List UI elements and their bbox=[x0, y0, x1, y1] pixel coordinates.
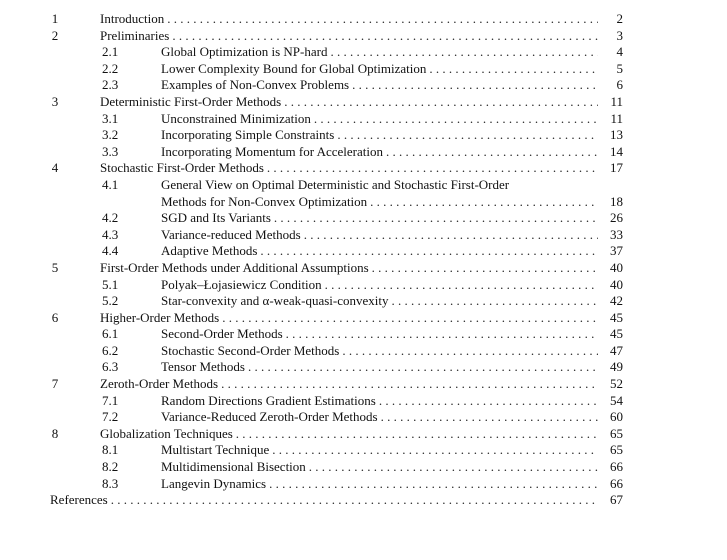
toc-entry-number: 6.2 bbox=[102, 342, 119, 358]
toc-entry-4-4[interactable] bbox=[0, 243, 727, 260]
toc-entry-number: 4.1 bbox=[102, 176, 119, 192]
toc-entry-page: 2 bbox=[598, 11, 623, 28]
toc-entry-page: 52 bbox=[598, 376, 623, 393]
toc-entry-line bbox=[161, 210, 623, 227]
toc-entry-number: 6.3 bbox=[102, 359, 119, 375]
toc-entry-number: 4 bbox=[51, 160, 59, 176]
toc-entry-line bbox=[161, 110, 623, 128]
toc-entry-number: 3.3 bbox=[102, 143, 119, 159]
toc-entry-title: Incorporating Momentum for Acceleration bbox=[161, 143, 384, 159]
toc-entry-page: 11 bbox=[598, 111, 623, 128]
toc-entry-title: Multidimensional Bisection bbox=[161, 459, 306, 475]
toc-entry-number: 4.3 bbox=[102, 226, 119, 242]
toc-entry-title: Global Optimization is NP-hard bbox=[161, 44, 328, 60]
toc-entry-number: 5.1 bbox=[102, 276, 119, 292]
toc-entry-title: Variance-reduced Methods bbox=[161, 226, 301, 242]
toc-entry-title: Methods for Non-Convex Optimization bbox=[161, 193, 368, 209]
dot-leader bbox=[304, 227, 598, 244]
dot-leader bbox=[167, 11, 598, 28]
toc-entry-3-1[interactable] bbox=[0, 111, 727, 128]
toc-entry-page: 11 bbox=[598, 94, 623, 111]
toc-entry-title: SGD and Its Variants bbox=[161, 210, 271, 226]
dot-leader bbox=[111, 492, 598, 509]
toc-entry-title: Multistart Technique bbox=[161, 442, 270, 458]
toc-entry-line bbox=[100, 376, 623, 393]
toc-entry-page: 13 bbox=[598, 127, 623, 144]
toc-entry-number: 2.1 bbox=[102, 44, 119, 60]
toc-entry-number: 5.2 bbox=[102, 293, 119, 309]
toc-entry-title: Introduction bbox=[100, 11, 165, 26]
toc-entry-line bbox=[100, 93, 623, 111]
toc-entry-4[interactable] bbox=[0, 160, 727, 177]
toc-entry-title: Deterministic First-Order Methods bbox=[100, 93, 282, 109]
toc-entry-title: Unconstrained Minimization bbox=[161, 110, 311, 126]
toc-entry-title: Higher-Order Methods bbox=[100, 309, 220, 325]
toc-entry-title: Zeroth-Order Methods bbox=[100, 376, 219, 392]
toc-entry-7[interactable] bbox=[0, 376, 727, 393]
toc-entry-line bbox=[161, 276, 623, 294]
toc-entry-page: 26 bbox=[598, 210, 623, 227]
toc-entry-number: 8 bbox=[51, 425, 59, 441]
toc-entry-line bbox=[161, 342, 623, 360]
toc-entry-number: 4.2 bbox=[102, 210, 119, 226]
dot-leader bbox=[379, 393, 598, 410]
toc-entry-line bbox=[50, 492, 623, 509]
toc-entry-7-2[interactable] bbox=[0, 409, 727, 426]
dot-leader bbox=[222, 310, 598, 327]
toc-entry-2[interactable] bbox=[0, 28, 727, 45]
dot-leader bbox=[352, 77, 598, 94]
toc-entry-title: Lower Complexity Bound for Global Optimization bbox=[161, 60, 427, 76]
toc-entry-page: 17 bbox=[598, 160, 623, 177]
toc-entry-page: 42 bbox=[598, 293, 623, 310]
toc-entry-title: Incorporating Simple Constraints bbox=[161, 127, 335, 143]
toc-entry-line bbox=[100, 160, 623, 177]
toc-entry-title: Adaptive Methods bbox=[161, 243, 258, 259]
toc-entry-title: Preliminaries bbox=[100, 27, 170, 43]
toc-entry-page: 67 bbox=[598, 492, 623, 509]
toc-entry-title: Tensor Methods bbox=[161, 359, 245, 375]
toc-entry-page: 54 bbox=[598, 393, 623, 410]
dot-leader bbox=[284, 94, 598, 111]
toc-entry-page: 18 bbox=[598, 194, 623, 211]
toc-entry-title: Polyak–Łojasiewicz Condition bbox=[161, 276, 322, 292]
toc-entry-5-2[interactable] bbox=[0, 293, 727, 310]
dot-leader bbox=[330, 44, 598, 61]
toc-entry-line bbox=[161, 475, 623, 493]
toc-entry-line bbox=[100, 259, 623, 277]
toc-entry-title: References bbox=[50, 492, 108, 508]
toc-entry-line bbox=[161, 326, 623, 343]
toc-entry-number: 3 bbox=[51, 93, 59, 109]
toc-entry-number: 5 bbox=[51, 259, 59, 275]
toc-entry-title: Examples of Non-Convex Problems bbox=[161, 77, 350, 93]
toc-entry-page: 66 bbox=[598, 476, 623, 493]
toc-entry-page: 45 bbox=[598, 310, 623, 327]
toc-entry-title: Globalization Techniques bbox=[100, 425, 233, 441]
toc-entry-page: 3 bbox=[598, 28, 623, 45]
toc-entry-references[interactable] bbox=[0, 492, 727, 509]
toc-entry-line bbox=[161, 293, 623, 310]
toc-entry-line bbox=[161, 409, 623, 426]
toc-entry-title: Variance-Reduced Zeroth-Order Methods bbox=[161, 409, 378, 425]
dot-leader bbox=[372, 260, 598, 277]
toc-entry-6-2[interactable] bbox=[0, 343, 727, 360]
toc-entry-page: 40 bbox=[598, 277, 623, 294]
dot-leader bbox=[269, 476, 598, 493]
toc-entry-number: 3.2 bbox=[102, 127, 119, 143]
toc-entry-line bbox=[161, 193, 623, 211]
dot-leader bbox=[286, 326, 598, 343]
toc-entry-line bbox=[100, 27, 623, 45]
dot-leader bbox=[221, 376, 598, 393]
toc-entry-8-1[interactable] bbox=[0, 442, 727, 459]
toc-entry-line bbox=[161, 143, 623, 161]
dot-leader bbox=[429, 61, 598, 78]
toc-entry-page: 47 bbox=[598, 343, 623, 360]
toc-entry-8-3[interactable] bbox=[0, 476, 727, 493]
toc-entry-number: 1 bbox=[51, 11, 59, 26]
dot-leader bbox=[314, 111, 598, 128]
toc-entry-page: 65 bbox=[598, 426, 623, 443]
toc-entry-page: 60 bbox=[598, 409, 623, 426]
toc-entry-title: Langevin Dynamics bbox=[161, 475, 267, 491]
dot-leader bbox=[172, 28, 598, 45]
toc-entry-number: 4.4 bbox=[102, 243, 119, 259]
toc-entry-line bbox=[161, 127, 623, 144]
toc-entry-title: Second-Order Methods bbox=[161, 326, 283, 342]
dot-leader bbox=[370, 194, 598, 211]
toc-entry-6[interactable] bbox=[0, 310, 727, 327]
toc-entry-title: Stochastic Second-Order Methods bbox=[161, 342, 340, 358]
dot-leader bbox=[337, 127, 598, 144]
toc-entry-4-2[interactable] bbox=[0, 210, 727, 227]
toc-entry-3-2[interactable] bbox=[0, 127, 727, 144]
toc-entry-line bbox=[161, 77, 623, 94]
toc-entry-number: 3.1 bbox=[102, 110, 119, 126]
toc-entry-4-1[interactable] bbox=[0, 177, 727, 210]
toc-entry-title: Star-convexity and α-weak-quasi-convexity bbox=[161, 293, 389, 309]
toc-entry-number: 6.1 bbox=[102, 326, 119, 342]
toc-entry-line bbox=[100, 425, 623, 443]
toc-entry-number: 7.1 bbox=[102, 392, 119, 408]
toc-entry-line bbox=[161, 44, 623, 61]
toc-entry-2-3[interactable] bbox=[0, 77, 727, 94]
toc-entry-number: 8.2 bbox=[102, 459, 119, 475]
toc-entry-8-2[interactable] bbox=[0, 459, 727, 476]
toc-entry-title: First-Order Methods under Additional Assumptions bbox=[100, 259, 369, 275]
toc-entry-line bbox=[161, 60, 623, 78]
toc-entry-line bbox=[100, 309, 623, 327]
dot-leader bbox=[381, 409, 598, 426]
toc-entry-3-3[interactable] bbox=[0, 144, 727, 161]
dot-leader bbox=[274, 210, 598, 227]
dot-leader bbox=[267, 160, 598, 177]
toc-entry-7-1[interactable] bbox=[0, 393, 727, 410]
dot-leader bbox=[342, 343, 598, 360]
table-of-contents bbox=[0, 11, 727, 509]
dot-leader bbox=[272, 442, 598, 459]
dot-leader bbox=[248, 359, 598, 376]
toc-entry-number: 2.3 bbox=[102, 77, 119, 93]
toc-entry-page: 49 bbox=[598, 359, 623, 376]
toc-entry-6-3[interactable] bbox=[0, 359, 727, 376]
dot-leader bbox=[236, 426, 598, 443]
toc-entry-line bbox=[161, 459, 623, 476]
toc-entry-5[interactable] bbox=[0, 260, 727, 277]
toc-entry-page: 5 bbox=[598, 61, 623, 78]
toc-entry-page: 45 bbox=[598, 326, 623, 343]
toc-entry-line bbox=[161, 442, 623, 459]
toc-entry-number: 2.2 bbox=[102, 60, 119, 76]
toc-entry-title-line1: General View on Optimal Deterministic and Stochastic First-Order bbox=[161, 176, 510, 192]
toc-entry-line bbox=[100, 11, 623, 28]
toc-entry-page: 4 bbox=[598, 44, 623, 61]
toc-entry-3[interactable] bbox=[0, 94, 727, 111]
toc-entry-page: 6 bbox=[598, 77, 623, 94]
toc-entry-2-2[interactable] bbox=[0, 61, 727, 78]
dot-leader bbox=[391, 293, 598, 310]
toc-entry-number: 7 bbox=[51, 376, 59, 392]
toc-entry-number: 8.1 bbox=[102, 442, 119, 458]
dot-leader bbox=[260, 243, 598, 260]
dot-leader bbox=[325, 277, 598, 294]
toc-entry-title: Random Directions Gradient Estimations bbox=[161, 392, 376, 408]
toc-entry-page: 66 bbox=[598, 459, 623, 476]
toc-entry-number: 6 bbox=[51, 309, 59, 325]
toc-entry-page: 14 bbox=[598, 144, 623, 161]
toc-entry-page: 37 bbox=[598, 243, 623, 260]
toc-entry-page: 65 bbox=[598, 442, 623, 459]
toc-entry-1[interactable] bbox=[0, 11, 727, 28]
toc-entry-line bbox=[161, 243, 623, 260]
toc-entry-page: 33 bbox=[598, 227, 623, 244]
toc-entry-number: 8.3 bbox=[102, 475, 119, 491]
toc-entry-number: 7.2 bbox=[102, 409, 119, 425]
toc-entry-5-1[interactable] bbox=[0, 277, 727, 294]
toc-entry-line bbox=[161, 359, 623, 376]
toc-entry-number: 2 bbox=[51, 27, 59, 43]
toc-entry-6-1[interactable] bbox=[0, 326, 727, 343]
toc-entry-line bbox=[161, 226, 623, 244]
toc-entry-2-1[interactable] bbox=[0, 44, 727, 61]
toc-entry-4-3[interactable] bbox=[0, 227, 727, 244]
toc-entry-8[interactable] bbox=[0, 426, 727, 443]
toc-entry-line bbox=[161, 392, 623, 410]
toc-entry-page: 40 bbox=[598, 260, 623, 277]
toc-entry-title: Stochastic First-Order Methods bbox=[100, 160, 264, 176]
dot-leader bbox=[386, 144, 598, 161]
dot-leader bbox=[309, 459, 598, 476]
